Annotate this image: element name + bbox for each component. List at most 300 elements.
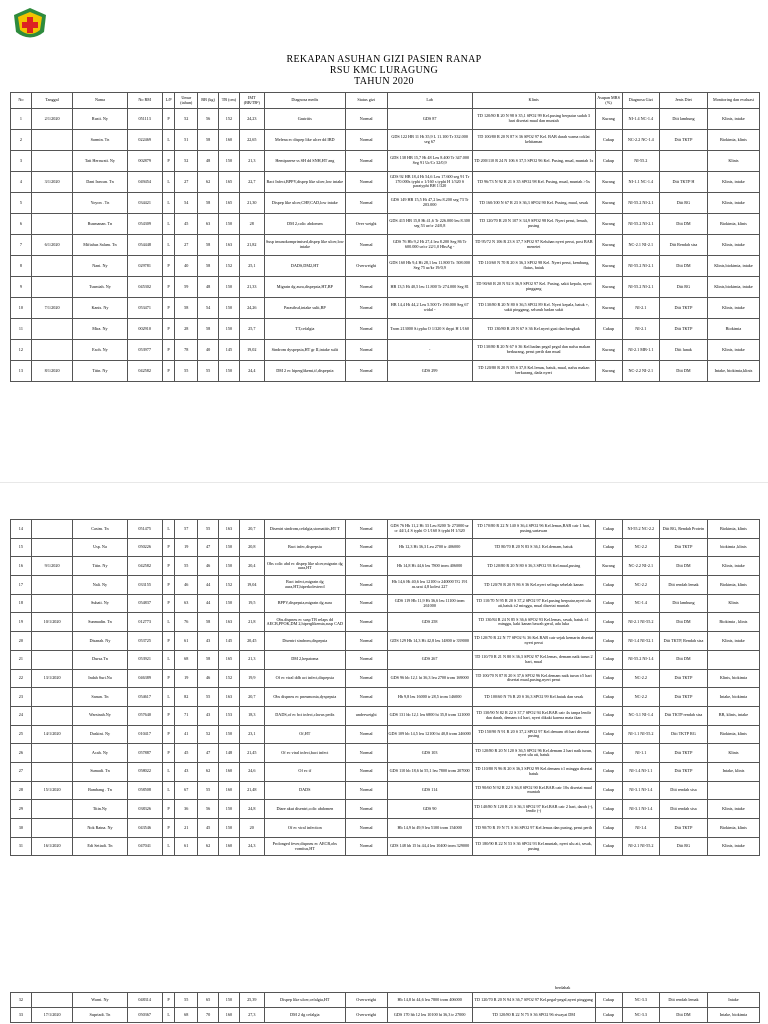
table-cell: GDS 170 hb 12 leu 10100 ht 36,3 tr 27000 — [387, 1008, 472, 1023]
table-cell: Normal — [345, 576, 387, 595]
table-cell: Suhati. Ny — [73, 594, 127, 613]
table-cell: Klinis,biokimia, intake — [707, 256, 759, 277]
table-cell: L — [162, 193, 174, 214]
table-cell: 051113 — [127, 109, 162, 130]
table-cell — [31, 256, 73, 277]
table-row — [11, 520, 760, 539]
table-cell — [31, 632, 73, 651]
table-cell: Supriadi. Tn — [73, 1008, 127, 1023]
column-header: Diagnosa Gizi — [622, 93, 659, 109]
table-cell: 054837 — [127, 594, 162, 613]
column-header: Klinis — [472, 93, 595, 109]
gizi-table — [10, 992, 760, 1023]
table-cell: 19,04 — [239, 576, 264, 595]
table-cell: Esoh. Ny — [73, 340, 127, 361]
table-cell: GDS 90 — [387, 800, 472, 819]
column-header: TB (cm) — [219, 93, 240, 109]
table-cell: 145 — [219, 340, 240, 361]
table-cell: Susp imunokomprimised,dispep like ulcer,low intake — [264, 235, 345, 256]
table-cell: 58 — [175, 298, 198, 319]
table-cell: Klinis, intake — [707, 837, 759, 856]
table-cell: TD 90/60 N 92 R 22 S 36,8 SPO2 90 Kel.BAB cair 10x disertai mual muntah — [472, 781, 595, 800]
table-cell: NI-1.4 — [622, 819, 659, 838]
table-cell: Diit lunak — [660, 340, 708, 361]
table-cell: 15 — [11, 538, 32, 557]
table-cell: 19 — [175, 669, 198, 688]
table-cell: 9/1/2020 — [31, 557, 73, 576]
table-cell: Kurang — [595, 256, 622, 277]
table-cell — [31, 277, 73, 298]
table-cell: P — [162, 361, 174, 382]
table-cell: Diit RG — [660, 193, 708, 214]
table-cell: L — [162, 762, 174, 781]
table-cell: L — [162, 650, 174, 669]
table-cell: Diit DM — [660, 214, 708, 235]
table-cell: GDS 122 HB 11 Ht 35,9 L 11.100 Tr 332.000 seg 67 — [387, 130, 472, 151]
table-cell: Yoyon . Tn — [73, 193, 127, 214]
table-cell: 45 — [198, 819, 219, 838]
table-row — [11, 235, 760, 256]
table-cell: Klinis,biokimia, intake — [707, 277, 759, 298]
table-cell: 40 — [175, 256, 198, 277]
table-cell: 68 — [175, 650, 198, 669]
column-header: Jenis Diet — [660, 93, 708, 109]
table-cell: 160 — [219, 762, 240, 781]
table-cell: DADS — [264, 781, 345, 800]
table-cell: Diare akut disentri,colic abdomen — [264, 800, 345, 819]
table-cell: NC-2.2 — [622, 688, 659, 707]
table-cell: Of ec viral infect,bact infect — [264, 744, 345, 763]
table-cell: Diit TKTP — [660, 744, 708, 763]
table-cell: Biokimia , klinis — [707, 613, 759, 632]
table-cell: GDS 110 hb 18,6 ht 55,1 leu 7800 trom 207000 — [387, 762, 472, 781]
table-cell: 16/1/2020 — [31, 837, 73, 856]
table-cell: Klinis, intake — [707, 340, 759, 361]
table-cell: 150 — [219, 594, 240, 613]
table-cell: TD 96/73 N 92 R 21 S 35 SPO2 98 Kel. Pusing, mual, muntah >5x — [472, 172, 595, 193]
table-cell: DM 2 dg cefalgia — [264, 1008, 345, 1023]
table-cell: Of,HT — [264, 725, 345, 744]
column-header: Monitoring dan evaluasi — [707, 93, 759, 109]
table-cell — [707, 650, 759, 669]
table-cell: TD 130/90 N 82 R 22 S 37,7 SPO2 94 Kel.BAB cair 4x tanpa lendir dan darah, demam ±4 hari, nyeri dikaki karena mata ikan — [472, 706, 595, 725]
table-cell: 054617 — [127, 688, 162, 707]
table-cell: L — [162, 130, 174, 151]
table-cell: Kurang — [595, 109, 622, 130]
table-cell: Normal — [345, 613, 387, 632]
table-cell: Kurang — [595, 557, 622, 576]
table-cell: 053977 — [127, 340, 162, 361]
table-cell — [31, 151, 73, 172]
table-cell: Normal — [345, 319, 387, 340]
table-cell: P — [162, 256, 174, 277]
table-cell: TD 130/80 R 20 N 80 S 36,5 SPO2 89 Kel. Nyeri kepala, batuk +, sakit pinggang, seluruh badan sakit — [472, 298, 595, 319]
table-cell: 71 — [175, 706, 198, 725]
nutrition-table-page-1 — [10, 92, 760, 382]
table-cell: Cukup — [595, 837, 622, 856]
table-cell: GDS 415 HB 15,8 Ht 41,6 Tr 226.000 leu 8.300 seg 53 ur/cr 24/0,8 — [387, 214, 472, 235]
table-row — [11, 277, 760, 298]
table-cell: Acah. Ny — [73, 744, 127, 763]
table-cell: Parastbsd,intake sulit,BP — [264, 298, 345, 319]
table-cell: 21,3 — [239, 151, 264, 172]
table-cell: Kurang — [595, 193, 622, 214]
table-cell: 010417 — [127, 725, 162, 744]
table-cell: Mira. Ny — [73, 319, 127, 340]
table-cell: Cukup — [595, 993, 622, 1008]
table-cell: L — [162, 520, 174, 539]
table-cell: Sarmin. Tn — [73, 130, 127, 151]
table-cell: NI-1.4 NI-52.1 — [622, 632, 659, 651]
table-cell: GDS 103 — [387, 744, 472, 763]
table-cell: 36 — [175, 800, 198, 819]
table-cell: 16 — [11, 557, 32, 576]
table-cell: Intake, biokimia — [707, 688, 759, 707]
table-cell: 002910 — [127, 319, 162, 340]
table-cell: Cukup — [595, 725, 622, 744]
table-cell: 28 — [175, 319, 198, 340]
table-cell: 30 — [11, 819, 32, 838]
table-cell: NI-2.1 MB-1.1 — [622, 340, 659, 361]
table-cell: P — [162, 319, 174, 340]
table-row — [11, 613, 760, 632]
table-cell: 24 — [11, 706, 32, 725]
table-cell: HB 13,5 Ht 40,5 leu 11.800 Tr 274.000 Seg 81 — [387, 277, 472, 298]
table-cell: 20,7 — [239, 688, 264, 707]
table-cell: Over weight — [345, 214, 387, 235]
table-cell: TD 120/80 R 20 N 85 S 37,8 Kel.lemas, batuk, mual, nafsu makan berkurang, dada nyeri — [472, 361, 595, 382]
table-cell: Normal — [345, 193, 387, 214]
table-cell: TD 140/80 N 120 R 21 S 36,3 SPO2 97 Kel.BAB cair 2 hari, darah (-), lendir (-) — [472, 800, 595, 819]
table-cell: NI-55.2 NC-2.2 — [622, 520, 659, 539]
table-cell: 55 — [175, 993, 198, 1008]
table-cell: 24,3 — [239, 837, 264, 856]
table-cell: GDS 131 hb 12,1 leu 6800 ht 35,8 trom 121000 — [387, 706, 472, 725]
table-cell: - — [387, 340, 472, 361]
table-cell: 21,33 — [239, 277, 264, 298]
table-cell: Cukup — [595, 613, 622, 632]
table-cell: Rusti. Ny — [73, 109, 127, 130]
table-cell: 32 — [11, 993, 32, 1008]
table-cell: GDS 96 hb 12,1 ht 36,3 leu 2700 trom 169000 — [387, 669, 472, 688]
table-cell: 1 — [11, 109, 32, 130]
table-cell: 022469 — [127, 130, 162, 151]
table-cell: TD 90/70 R 19 N 71 S 36 SPO2 97 Kel.lemas dan pusing, perut perih — [472, 819, 595, 838]
table-cell: Kurang — [595, 172, 622, 193]
table-cell: P — [162, 109, 174, 130]
table-cell: 27 — [11, 762, 32, 781]
table-cell: Diit TKTP — [660, 298, 708, 319]
table-row — [11, 319, 760, 340]
continued-note: berdahak — [555, 985, 571, 990]
table-cell: 152 — [219, 669, 240, 688]
table-cell: NI-2.1 NI-55.2 — [622, 613, 659, 632]
table-cell: GDS 160 Hb 9,4 Ht 28,1 leu 11.800 Tr. 508.000 Seg 75 ur/kr 19/0,9 — [387, 256, 472, 277]
table-cell: 55 — [175, 557, 198, 576]
table-cell: 55 — [198, 688, 219, 707]
table-cell: Diit DM — [660, 361, 708, 382]
table-cell: 14/1/2020 — [31, 725, 73, 744]
table-cell: Diit rendah sisa — [660, 781, 708, 800]
report-title-block — [0, 54, 768, 87]
table-cell: 150 — [219, 361, 240, 382]
table-cell: TD 130/80 R 20 N 67 S 36 Kel.nyeri gusi dan bengkak — [472, 319, 595, 340]
table-cell: Klinis, intake — [707, 557, 759, 576]
table-cell: P — [162, 669, 174, 688]
table-cell: Normal — [345, 632, 387, 651]
table-cell: NC-2.2 — [622, 669, 659, 688]
table-row — [11, 632, 760, 651]
table-cell: Normal — [345, 172, 387, 193]
table-cell: 24,6 — [239, 762, 264, 781]
table-cell: NI-3.1 NI-1.4 — [622, 781, 659, 800]
table-cell: 29 — [11, 800, 32, 819]
table-cell: Normal — [345, 130, 387, 151]
table-cell: Cukup — [595, 1008, 622, 1023]
table-cell: 22,7 — [239, 172, 264, 193]
table-cell: Normal — [345, 151, 387, 172]
table-cell: Klinis, intake — [707, 193, 759, 214]
table-cell: 58 — [198, 650, 219, 669]
table-row — [11, 340, 760, 361]
table-cell: 012773 — [127, 613, 162, 632]
table-cell: TD 200/110 R 24 N 106 S 37,5 SPO2 96 Kel. Pusing, mual, muntah 1x — [472, 151, 595, 172]
table-cell: NI-55.2 NI-2.1 — [622, 256, 659, 277]
column-header: Status gizi — [345, 93, 387, 109]
table-cell: Bact Infect,BPPV,dispep like ulcer,low intake — [264, 172, 345, 193]
table-cell — [31, 744, 73, 763]
table-cell: 054448 — [127, 235, 162, 256]
table-cell: 3 — [11, 151, 32, 172]
table-cell: 52 — [175, 151, 198, 172]
table-cell: 23,1 — [239, 725, 264, 744]
table-cell: Overweight — [345, 993, 387, 1008]
table-cell: Rusmanan. Tn — [73, 214, 127, 235]
table-cell — [31, 193, 73, 214]
table-cell: Normal — [345, 781, 387, 800]
table-cell: Diit rendah lemak — [660, 993, 708, 1008]
table-cell: 160 — [219, 1008, 240, 1023]
table-cell: Biokimia, klinis — [707, 520, 759, 539]
table-cell: NC-3.1 NI-1.4 — [622, 706, 659, 725]
column-header: Lab — [387, 93, 472, 109]
table-cell: Normal — [345, 819, 387, 838]
table-cell: 163 — [219, 613, 240, 632]
table-cell: Normal — [345, 837, 387, 856]
table-cell: NI-2.1 — [622, 298, 659, 319]
table-cell: 21,45 — [239, 744, 264, 763]
table-cell: Diit DM — [660, 1008, 708, 1023]
table-cell: 52 — [175, 109, 198, 130]
table-cell: 62 — [198, 837, 219, 856]
table-cell: Hemiparese ss SH dd SNH,HT ang — [264, 151, 345, 172]
table-row — [11, 706, 760, 725]
table-cell: GDS 92 HB 18,4 Ht 54,6 Leu 17.600 seg 91 Tr 170.000s typhi o 1/160 s typhi H 1/320 S paratyphi BH 1/320 — [387, 172, 472, 193]
table-cell: Diit TKTP — [660, 669, 708, 688]
table-cell — [31, 576, 73, 595]
table-cell: Diit TKTP — [660, 130, 708, 151]
table-cell: 057887 — [127, 744, 162, 763]
table-cell: Cukup — [595, 576, 622, 595]
table-cell: P — [162, 725, 174, 744]
table-row — [11, 993, 760, 1008]
table-cell: Cukup — [595, 594, 622, 613]
table-cell: Tati Herawati. Ny — [73, 151, 127, 172]
table-cell: 058508 — [127, 781, 162, 800]
table-cell: 058022 — [127, 762, 162, 781]
table-row — [11, 172, 760, 193]
table-cell: NI-1.1 NI-55.2 — [622, 725, 659, 744]
table-cell: 19,9 — [239, 669, 264, 688]
table-cell: 58 — [198, 235, 219, 256]
table-cell: Normal — [345, 340, 387, 361]
table-cell: 046389 — [127, 669, 162, 688]
table-cell: 7/1/2020 — [31, 298, 73, 319]
table-cell: Casim. Tn — [73, 520, 127, 539]
table-cell: 10/1/2020 — [31, 613, 73, 632]
table-cell: Kurang — [595, 298, 622, 319]
table-cell: 45 — [175, 744, 198, 763]
table-cell: NC-2.2 NI-2.1 — [622, 557, 659, 576]
table-cell: Dispep like ulcer,CHF,CAD,low intake — [264, 193, 345, 214]
table-cell: 47 — [198, 538, 219, 557]
nutrition-table-page-3 — [10, 992, 760, 1023]
table-cell: 152 — [219, 576, 240, 595]
table-cell: Cukup — [595, 319, 622, 340]
table-cell: Cukup — [595, 800, 622, 819]
table-cell: 62 — [198, 762, 219, 781]
table-cell — [31, 688, 73, 707]
table-cell: Kanis. Ny — [73, 298, 127, 319]
table-cell: Normal — [345, 298, 387, 319]
table-cell: Cukup — [595, 130, 622, 151]
table-cell: Biokimia, klinis — [707, 576, 759, 595]
table-cell: P — [162, 576, 174, 595]
table-cell: GDS 129 Hb 14,3 Ht 42,8 leu 14800 tr 339000 — [387, 632, 472, 651]
table-cell: 18,3 — [239, 706, 264, 725]
table-cell: 52 — [198, 725, 219, 744]
table-cell: 27 — [175, 235, 198, 256]
table-cell: NI-1.4 NC-1.4 — [622, 109, 659, 130]
table-cell: Hb 9,8 leu 16000 tr 28,5 trom 146000 — [387, 688, 472, 707]
table-cell: BB, klinis, intake — [707, 706, 759, 725]
table-cell: Nali. Ny — [73, 576, 127, 595]
table-cell: Titin. Ny — [73, 361, 127, 382]
table-cell: 19,5 — [239, 594, 264, 613]
table-cell: Diit TKTP RG — [660, 725, 708, 744]
table-cell: BPPV,dispepsia,migrain dg aura — [264, 594, 345, 613]
table-cell: NC-2.2 — [622, 538, 659, 557]
table-cell: Normal — [345, 650, 387, 669]
column-header: BB (kg) — [198, 93, 219, 109]
table-cell: Disanah. Ny — [73, 632, 127, 651]
table-cell: Gastritis — [264, 109, 345, 130]
table-cell: TT,cefalgia — [264, 319, 345, 340]
table-cell: 152 — [219, 256, 240, 277]
table-cell: NI-55.2 NI-2.1 — [622, 277, 659, 298]
table-cell: Cukup — [595, 706, 622, 725]
table-cell: 150 — [219, 819, 240, 838]
table-cell: NI-55.2 NI-2.1 — [622, 193, 659, 214]
table-cell — [31, 594, 73, 613]
table-cell: Kurang — [595, 277, 622, 298]
table-cell: 54 — [175, 193, 198, 214]
table-cell: Diit TKTP rendah sisa — [660, 706, 708, 725]
table-cell: 67 — [175, 781, 198, 800]
table-cell: Biokimia, klinis — [707, 214, 759, 235]
table-cell: 24,8 — [239, 800, 264, 819]
table-cell: TD 120/70 R 20 N 107 S 34,9 SPO2 98 Kel. Nyeri perut, lemah, pusing — [472, 214, 595, 235]
table-row — [11, 725, 760, 744]
table-cell: 153 — [219, 706, 240, 725]
table-cell: Trom 213000 S.typha O 1/320 S thypi H 1/160 — [387, 319, 472, 340]
table-cell: 19 — [11, 613, 32, 632]
table-cell: Dursa.Tn — [73, 650, 127, 669]
table-cell: P — [162, 819, 174, 838]
table-cell: Prolonged fever,dispneu ec AECB,obs vomitus,HT — [264, 837, 345, 856]
table-cell: 46 — [198, 669, 219, 688]
table-cell: 034421 — [127, 193, 162, 214]
table-cell — [31, 706, 73, 725]
table-cell: 13/1/2020 — [31, 669, 73, 688]
table-cell: TD 110/60 N 70 R 20 S 36,3 SPO2 98 Kel. Nyeri perut, kembung, flatus, batuk — [472, 256, 595, 277]
table-cell: L — [162, 613, 174, 632]
table-cell: 25,39 — [239, 993, 264, 1008]
table-cell: 165 — [219, 650, 240, 669]
column-header: L/P — [162, 93, 174, 109]
table-cell: 27 — [175, 172, 198, 193]
table-cell: 54 — [198, 298, 219, 319]
table-cell: NI-55.2 — [622, 151, 659, 172]
column-header: No RM — [127, 93, 162, 109]
table-cell: TD 95/72 N 106 R 23 S 37,7 SPO2 97 Keluhan nyeri perut, post BAB menetet — [472, 235, 595, 256]
table-cell: 160 — [219, 130, 240, 151]
table-cell: Hb 14,8 Ht 44,6 leu 7800 trom 406000 — [387, 557, 472, 576]
table-cell: Diit TKTP — [660, 319, 708, 340]
table-cell: Klinis, intake — [707, 235, 759, 256]
table-cell: Diit TKTP — [660, 688, 708, 707]
table-cell: TD 120/80 R 20 N 120 S 36,5 SPO2 96 Kel.demam 2 hari naik turun, nyeri ulu ati, batuk — [472, 744, 595, 763]
table-cell: 25 — [11, 725, 32, 744]
table-cell: 55 — [198, 361, 219, 382]
table-cell: 150 — [219, 214, 240, 235]
table-cell: underweight — [345, 706, 387, 725]
table-cell — [31, 650, 73, 669]
table-cell: Klinis — [707, 594, 759, 613]
gizi-table — [10, 519, 760, 856]
table-cell: 050367 — [127, 1008, 162, 1023]
table-cell: 41 — [175, 725, 198, 744]
table-cell: P — [162, 298, 174, 319]
table-cell: L — [162, 688, 174, 707]
table-cell: Nok Ratna. Ny — [73, 819, 127, 838]
table-cell: 10 — [11, 298, 32, 319]
table-cell: Hb 14,9 ht 49,9 leu 5100 trom 154000 — [387, 819, 472, 838]
table-cell: Sumadi. Tn — [73, 762, 127, 781]
table-cell: Normal — [345, 800, 387, 819]
table-cell — [31, 538, 73, 557]
table-cell: Edi Setiadi. Tn — [73, 837, 127, 856]
table-cell: NI-2.1 — [622, 319, 659, 340]
table-cell: P — [162, 538, 174, 557]
table-cell: DADS,of ec bct infect,clavus pedis — [264, 706, 345, 725]
table-cell: Diit DM — [660, 256, 708, 277]
column-header: No — [11, 93, 32, 109]
column-header: Umur (tahun) — [175, 93, 198, 109]
table-cell: Normal — [345, 277, 387, 298]
table-cell: Sanun. Tn — [73, 688, 127, 707]
table-cell: Indah Suri.Na — [73, 669, 127, 688]
